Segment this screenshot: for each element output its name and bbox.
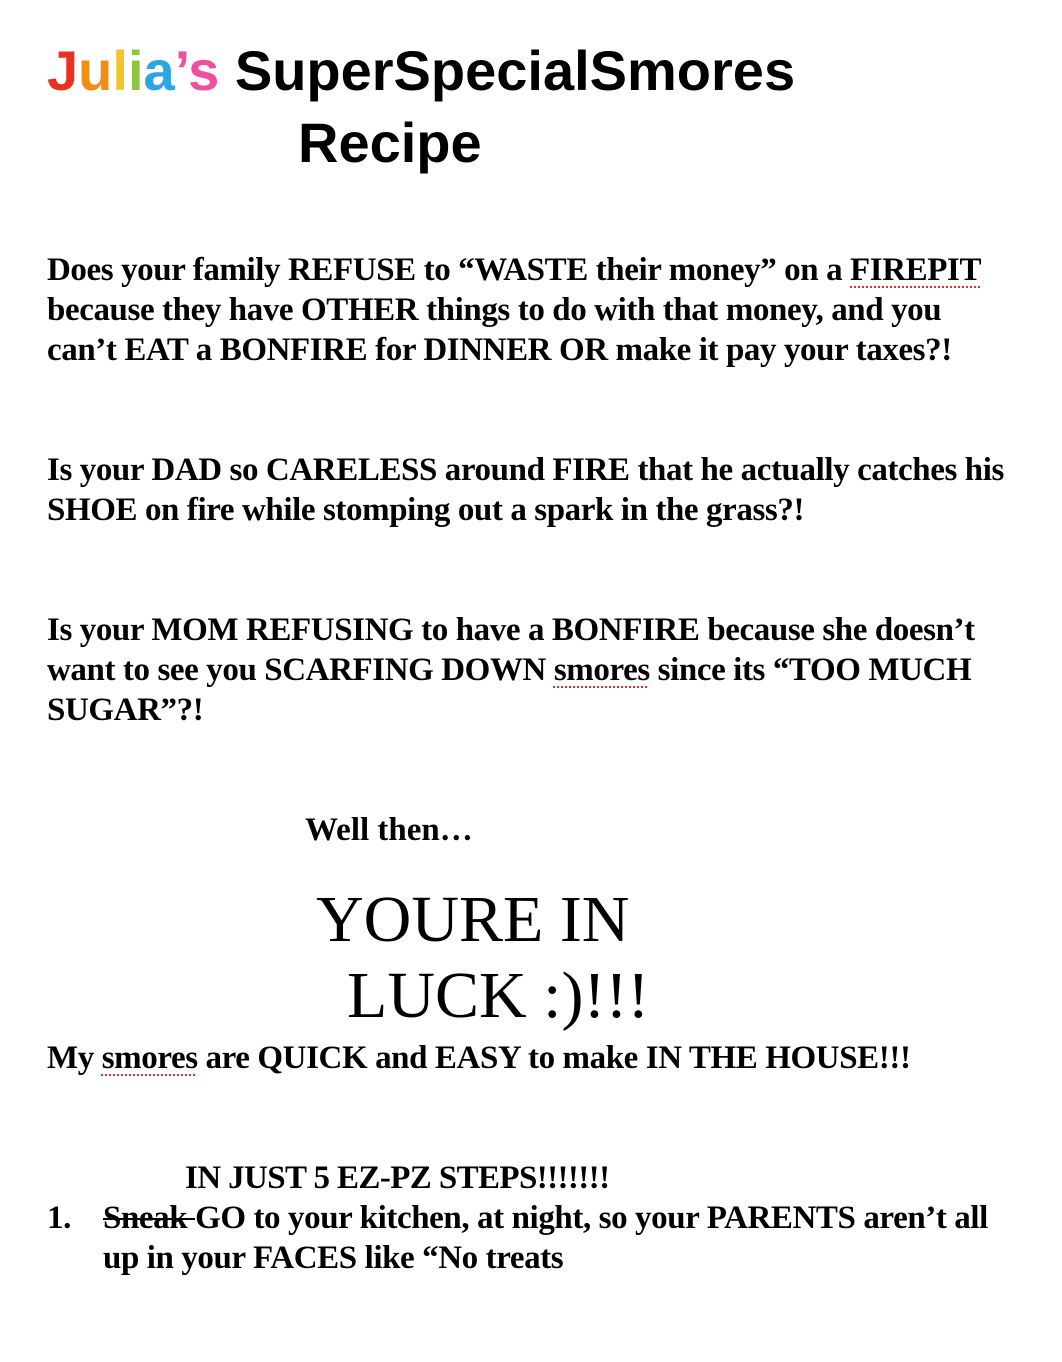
spellcheck-flag-smores-2[interactable]: smores (101, 1040, 198, 1076)
title-letter-l: l (112, 39, 128, 102)
title-rest: SuperSpecialSmores (219, 39, 796, 102)
paragraph-3-text-a: Is your MOM REFUSING to have a BONFIRE because she doesn’t want to see you SCARFING DOWN (47, 612, 975, 688)
title-line-1 (47, 35, 795, 107)
intro-text-a: My (47, 1040, 102, 1076)
paragraph-1-text-b: because they have OTHER things to do with that money, and you can’t EAT a BONFIRE for DINNER OR make it pay your taxes?! (47, 292, 952, 368)
luck-heading-line-1: YOURE IN (316, 883, 630, 956)
intro-paragraph (47, 1038, 1007, 1078)
title-letter-a: a (143, 39, 175, 102)
well-then-text: Well then… (305, 812, 473, 848)
steps-heading: IN JUST 5 EZ-PZ STEPS!!!!!!! (185, 1160, 610, 1196)
paragraph-3-text-b: since its “TOO MUCH SUGAR”?! (47, 652, 972, 728)
luck-heading-line-2: LUCK :)!!! (347, 959, 650, 1032)
title-letter-s: ’s (174, 39, 220, 102)
step-1-text: GO to your kitchen, at night, so your PARENTS aren’t all up in your FACES like “No treats (103, 1200, 988, 1276)
title-letter-i: i (127, 39, 144, 102)
list-item-text (103, 1198, 1003, 1278)
struck-word: Sneak (103, 1200, 196, 1236)
spellcheck-flag-smores[interactable]: smores (553, 652, 650, 688)
spellcheck-flag-firepit[interactable]: FIREPIT (850, 252, 981, 288)
title-line-2: Recipe (298, 111, 482, 174)
paragraph-firepit (47, 250, 1007, 370)
paragraph-dad: Is your DAD so CARELESS around FIRE that he actually catches his SHOE on fire while stomping out a spark in the grass?! (47, 452, 1004, 528)
paragraph-1-text-a: Does your family REFUSE to “WASTE their money” on a (47, 252, 851, 288)
title-letter-u: u (78, 39, 113, 102)
list-item-number: 1. (47, 1200, 71, 1236)
paragraph-mom (47, 610, 1007, 730)
title-letter-j: J (47, 39, 79, 102)
intro-text-b: are QUICK and EASY to make IN THE HOUSE!!! (197, 1040, 911, 1076)
